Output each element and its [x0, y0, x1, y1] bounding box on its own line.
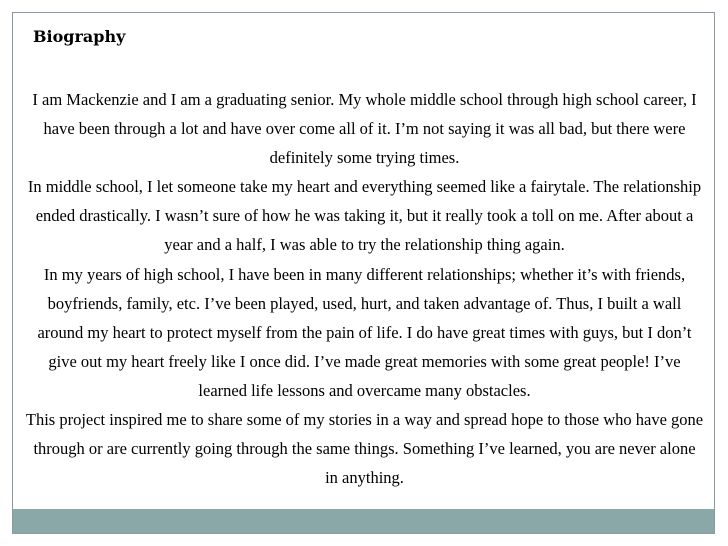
slide	[12, 12, 715, 534]
slide-title: Biography	[33, 27, 126, 46]
biography-text	[25, 85, 704, 492]
paragraph: This project inspired me to share some of my stories in a way and spread hope to those who have gone through or are currently going through the same things. Something I’ve learned, you are never alone in anything.	[25, 410, 704, 488]
paragraph: In middle school, I let someone take my heart and everything seemed like a fairytale. The relationship ended drastically. I wasn’t sure of how he was taking it, but it really took a toll on me. After about a year and a half, I was able to try the relationship thing again.	[27, 177, 702, 255]
footer-bar	[13, 509, 714, 533]
paragraph: I am Mackenzie and I am a graduating senior. My whole middle school through high school career, I have been through a lot and have over come all of it. I’m not saying it was all bad, but there were definitely some trying times.	[32, 90, 697, 168]
paragraph: In my years of high school, I have been in many different relationships; whether it’s with friends, boyfriends, family, etc. I’ve been played, used, hurt, and taken advantage of. Thus, I built a wall around my heart to protect myself from the pain of life. I do have great times with guys, but I don’t give out my heart freely like I once did. I’ve made great memories with some great people! I’ve learned life lessons and overcame many obstacles.	[37, 264, 692, 400]
